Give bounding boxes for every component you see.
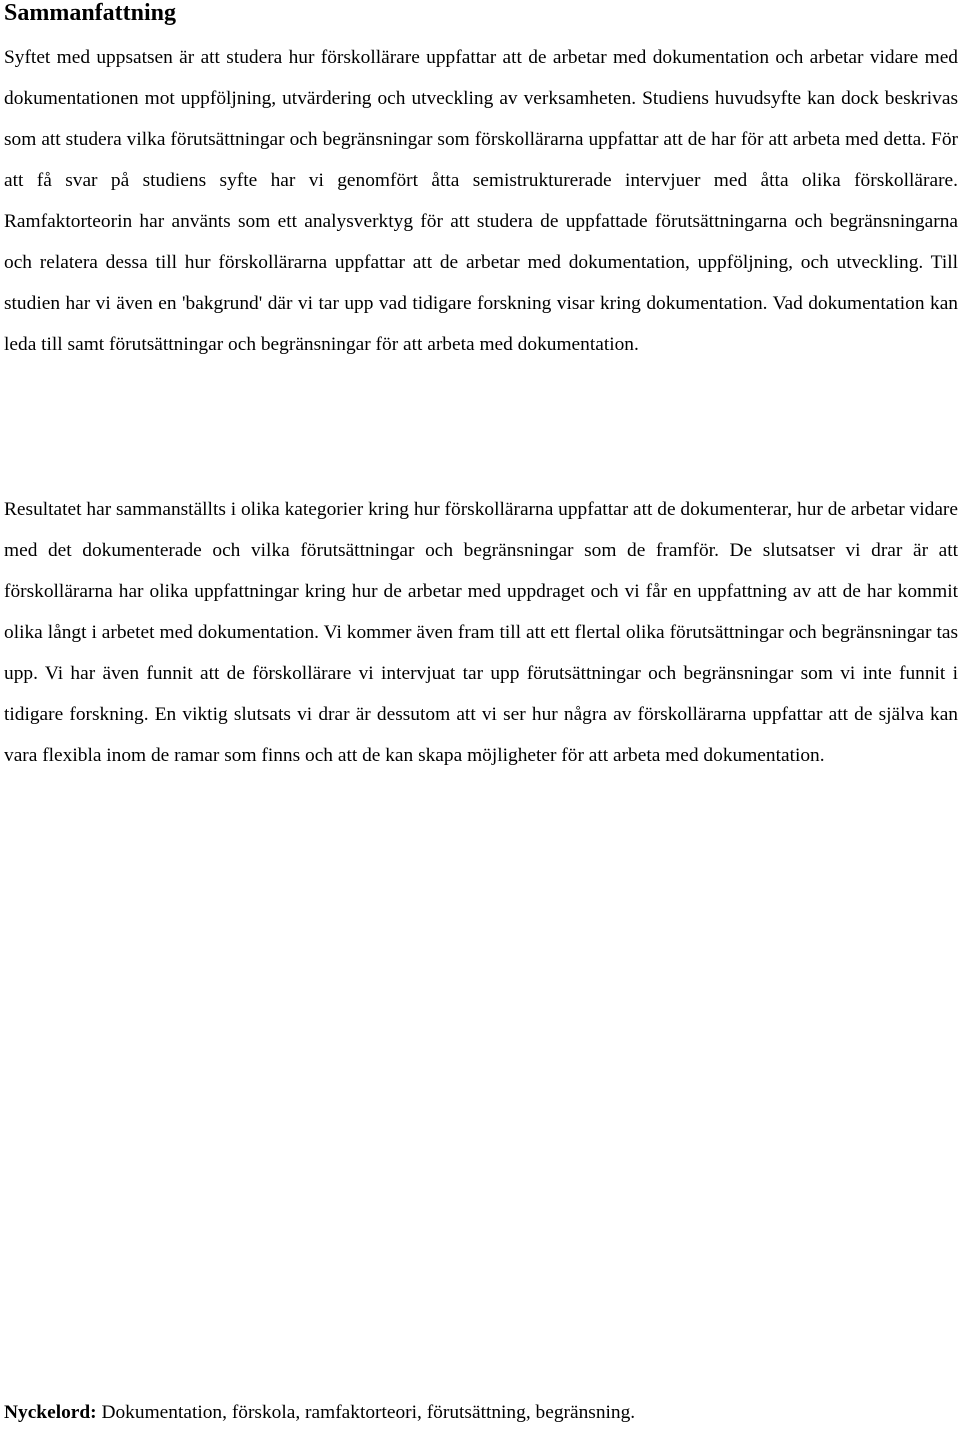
abstract-paragraph-2: Resultatet har sammanställts i olika kategorier kring hur förskollärarna uppfattar att de dokumenterar, hur de arbetar vidare med det dokumenterade och vilka förutsättningar och begränsningar som de framför. De slutsatser vi drar är att förskollärarna har olika uppfattningar kring hur de arbetar med uppdraget och vi får en uppfattning av att de har kommit olika långt i arbetet med dokumentation. Vi kommer även fram till att ett flertal olika förutsättningar och begränsningar tas upp. Vi har även funnit att de förskollärare vi intervjuat tar upp förutsättningar och begränsningar som vi inte funnit i tidigare forskning. En viktig slutsats vi drar är dessutom att vi ser hur några av förskollärarna uppfattar att de själva kan vara flexibla inom de ramar som finns och att de kan skapa möjligheter för att arbeta med dokumentation. [4, 499, 958, 766]
page-title: Sammanfattning [4, 0, 177, 26]
keywords-label: Nyckelord: [4, 1402, 97, 1423]
keywords-text: Dokumentation, förskola, ramfaktorteori, förutsättning, begränsning. [96, 1402, 636, 1423]
keywords-line [4, 1399, 635, 1427]
abstract-paragraph-1: Syftet med uppsatsen är att studera hur förskollärare uppfattar att de arbetar med dokumentation och arbetar vidare med dokumentationen mot uppföljning, utvärdering och utveckling av verksamheten. Studiens huvudsyfte kan dock beskrivas som att studera vilka förutsättningar och begränsningar som förskollärarna uppfattar att de har för att arbeta med detta. För att få svar på studiens syfte har vi genomfört åtta semistrukturerade intervjuer med åtta olika förskollärare. Ramfaktorteorin har använts som ett analysverktyg för att studera de uppfattade förutsättningarna och begränsningarna och relatera dessa till hur förskollärarna uppfattar att de arbetar med dokumentation, uppföljning, och utveckling. Till studien har vi även en 'bakgrund' där vi tar upp vad tidigare forskning visar kring dokumentation. Vad dokumentation kan leda till samt förutsättningar och begränsningar för att arbeta med dokumentation. [4, 47, 958, 355]
